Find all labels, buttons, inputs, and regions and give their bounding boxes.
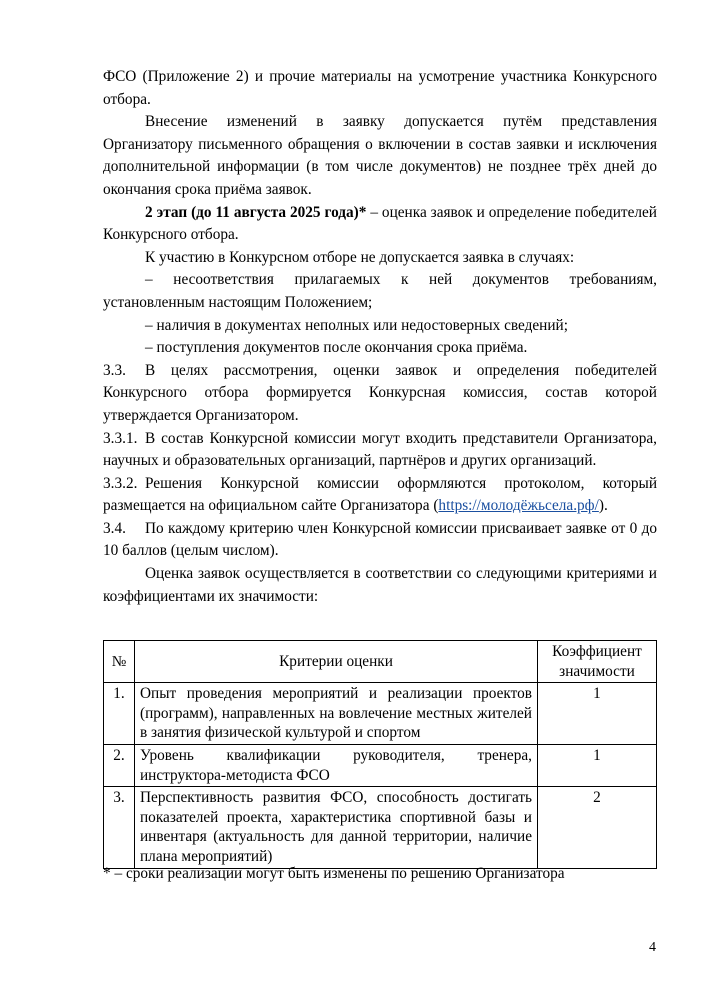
section-3-3-2 xyxy=(103,473,657,518)
section-3-4 xyxy=(103,518,657,563)
section-number: 3.3.2. xyxy=(103,474,138,492)
list-item: – поступления документов после окончания срока приёма. xyxy=(145,339,528,357)
section-text-end: ). xyxy=(598,497,608,515)
paragraph: Внесение изменений в заявку допускается путём представления Организатору письменного обращения о включении в состав заявки и исключения дополнительной информации (в том числе документов) не позднее трёх дней до окончания срока приёма заявок. xyxy=(103,113,657,198)
row-coefficient: 1 xyxy=(538,744,657,786)
criteria-table xyxy=(103,640,657,869)
list-item: – наличия в документах неполных или недостоверных сведений; xyxy=(145,316,568,334)
paragraph: Оценка заявок осуществляется в соответствии со следующими критериями и коэффициентами их значимости: xyxy=(103,565,657,605)
row-criterion: Опыт проведения мероприятий и реализации проектов (программ), направленных на вовлечение местных жителей в занятия физической культурой и спортом xyxy=(135,683,538,745)
row-number: 1. xyxy=(104,683,135,745)
table-header-row xyxy=(104,641,657,683)
row-number: 3. xyxy=(104,787,135,868)
section-text: Решения Конкурсной комиссии оформляются протоколом, который размещается на официальном сайте Организатора ( xyxy=(103,474,657,515)
section-text: В целях рассмотрения, оценки заявок и определения победителей Конкурсного отбора формируется Конкурсная комиссия, состав которой утверждается Организатором. xyxy=(103,361,657,424)
organizer-site-link[interactable]: https://молодёжьсела.рф/ xyxy=(438,497,599,515)
section-3-3 xyxy=(103,360,657,428)
paragraph: ФСО (Приложение 2) и прочие материалы на усмотрение участника Конкурсного отбора. xyxy=(103,68,657,108)
table-row xyxy=(104,683,657,745)
row-number: 2. xyxy=(104,744,135,786)
stage-2-heading: 2 этап (до 11 августа 2025 года)* xyxy=(145,203,367,221)
section-number: 3.3.1. xyxy=(103,429,138,447)
section-text: В состав Конкурсной комиссии могут входить представители Организатора, научных и образовательных организаций, партнёров и других организаций. xyxy=(103,429,657,470)
stage-2-paragraph xyxy=(103,202,657,247)
section-number: 3.4. xyxy=(103,519,126,537)
row-coefficient: 2 xyxy=(538,787,657,868)
page-number: 4 xyxy=(649,940,656,955)
header-coefficient: Коэффициент значимости xyxy=(538,641,657,683)
section-number: 3.3. xyxy=(103,361,126,379)
header-criteria: Критерии оценки xyxy=(135,641,538,683)
header-number: № xyxy=(104,641,135,683)
section-3-3-1 xyxy=(103,428,657,473)
section-text: По каждому критерию член Конкурсной комиссии присваивает заявке от 0 до 10 баллов (целым числом). xyxy=(103,519,657,560)
document-body xyxy=(103,66,657,608)
row-criterion: Перспективность развития ФСО, способность достигать показателей проекта, характеристика спортивной базы и инвентаря (актуальность для данной территории, наличие плана мероприятий) xyxy=(135,787,538,868)
table-row xyxy=(104,787,657,868)
row-coefficient: 1 xyxy=(538,683,657,745)
row-criterion: Уровень квалификации руководителя, тренера, инструктора-методиста ФСО xyxy=(135,744,538,786)
paragraph: К участию в Конкурсном отборе не допускается заявка в случаях: xyxy=(145,248,575,266)
list-item: – несоответствия прилагаемых к ней документов требованиям, установленным настоящим Положением; xyxy=(103,271,657,311)
table-row xyxy=(104,744,657,786)
footnote: * – сроки реализации могут быть изменены по решению Организатора xyxy=(103,865,565,882)
stage-2-text: – оценка заявок и определение победителей Конкурсного отбора. xyxy=(103,203,657,244)
